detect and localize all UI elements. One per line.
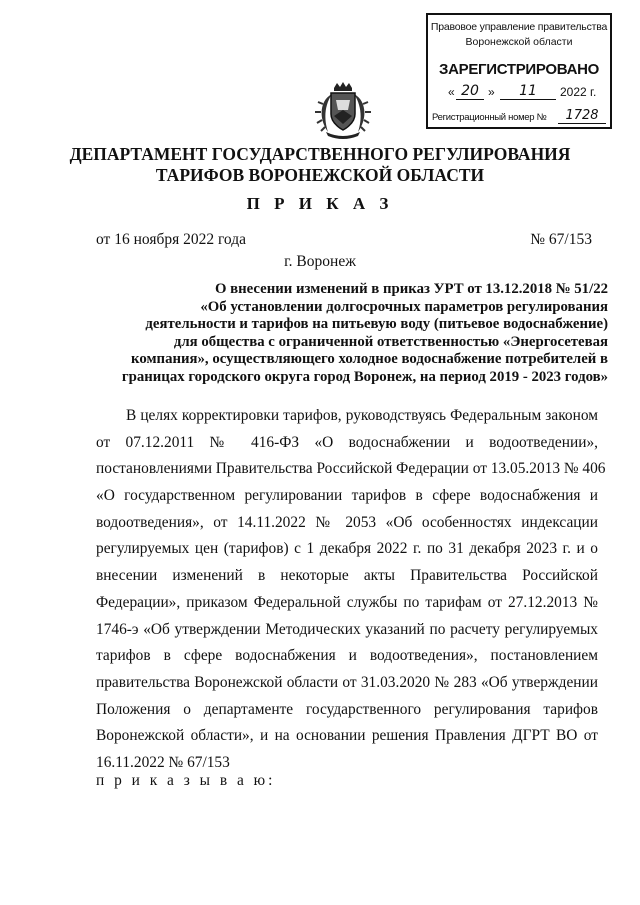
subject-line: деятельности и тарифов на питьевую воду (питьевое водоснабжение): [145, 316, 608, 333]
preamble-line: регулируемых цен (тарифов) с 1 декабря 2022 г. по 31 декабря 2023 г. и о: [96, 540, 598, 558]
preamble-line: 16.11.2022 № 67/153: [96, 753, 230, 771]
stamp-registered-label: ЗАРЕГИСТРИРОВАНО: [438, 61, 600, 78]
order-preamble: [96, 403, 606, 777]
subject-line: компания», осуществляющего холодное водоснабжение потребителей в: [131, 351, 608, 368]
registration-stamp: [426, 13, 612, 129]
department-title-line-1: ДЕПАРТАМЕНТ ГОСУДАРСТВЕННОГО РЕГУЛИРОВАНИЯ: [69, 144, 571, 164]
decree-word: п р и к а з ы в а ю:: [96, 772, 276, 789]
stamp-region-line: Воронежской области: [465, 36, 573, 48]
preamble-line: 1746-э «Об утверждении Методических указаний по расчету регулируемых: [96, 620, 598, 638]
preamble-line: правительства Воронежской области от 31.03.2020 № 283 «Об утверждении: [96, 673, 598, 691]
stamp-registration-label: Регистрационный номер №: [432, 112, 547, 123]
stamp-year: 2022 г.: [560, 85, 597, 99]
preamble-line: В целях корректировки тарифов, руководствуясь Федеральным законом: [126, 407, 598, 424]
order-date: от 16 ноября 2022 года: [96, 231, 247, 248]
order-number: № 67/153: [530, 231, 592, 248]
stamp-day: 20: [456, 83, 484, 100]
stamp-date-row: [434, 85, 604, 103]
department-title: [0, 144, 640, 186]
preamble-line: Федерации», приказом Федеральной службы по тарифам от 27.12.2013 №: [96, 593, 598, 611]
stamp-authority-line: Правовое управление правительства: [430, 21, 608, 33]
preamble-line: водоотведения», от 14.11.2022 № 2053 «Об особенностях индексации: [96, 513, 598, 531]
stamp-quote-close: »: [488, 85, 495, 99]
stamp-quote-open: «: [448, 85, 455, 99]
preamble-line: «О государственном регулировании тарифов в сфере водоснабжения и: [96, 487, 598, 505]
subject-line: О внесении изменений в приказ УРТ от 13.12.2018 № 51/22: [214, 281, 608, 297]
preamble-line: Воронежской области», и на основании решения Правления ДГРТ ВО от: [96, 727, 598, 745]
department-title-line-2: ТАРИФОВ ВОРОНЕЖСКОЙ ОБЛАСТИ: [155, 165, 485, 185]
preamble-line: внесении изменений в некоторые акты Правительства Российской: [96, 567, 598, 585]
stamp-month: 11: [500, 83, 556, 100]
stamp-registration-row: [432, 110, 606, 126]
preamble-line: тарифов в сфере водоснабжения и водоотведения», постановлением: [96, 647, 598, 665]
preamble-line: от 07.12.2011 № 416-ФЗ «О водоснабжении и водоотведении»,: [96, 433, 598, 451]
stamp-registration-number: 1728: [558, 108, 606, 124]
subject-line: границах городского округа город Воронеж, на период 2019 - 2023 годов»: [121, 368, 608, 385]
preamble-line: Положения о департаменте государственного регулирования тарифов: [96, 700, 598, 718]
subject-line: для общества с ограниченной ответственностью «Энергосетевая: [173, 333, 608, 350]
preamble-line: постановлениями Правительства Российской Федерации от 13.05.2013 № 406: [96, 460, 606, 478]
subject-line: «Об установлении долгосрочных параметров регулирования: [200, 298, 608, 315]
order-subject: [60, 281, 608, 387]
order-city: г. Воронеж: [284, 253, 356, 270]
coat-of-arms-icon: [312, 80, 374, 142]
order-heading: П Р И К А З: [246, 194, 394, 213]
